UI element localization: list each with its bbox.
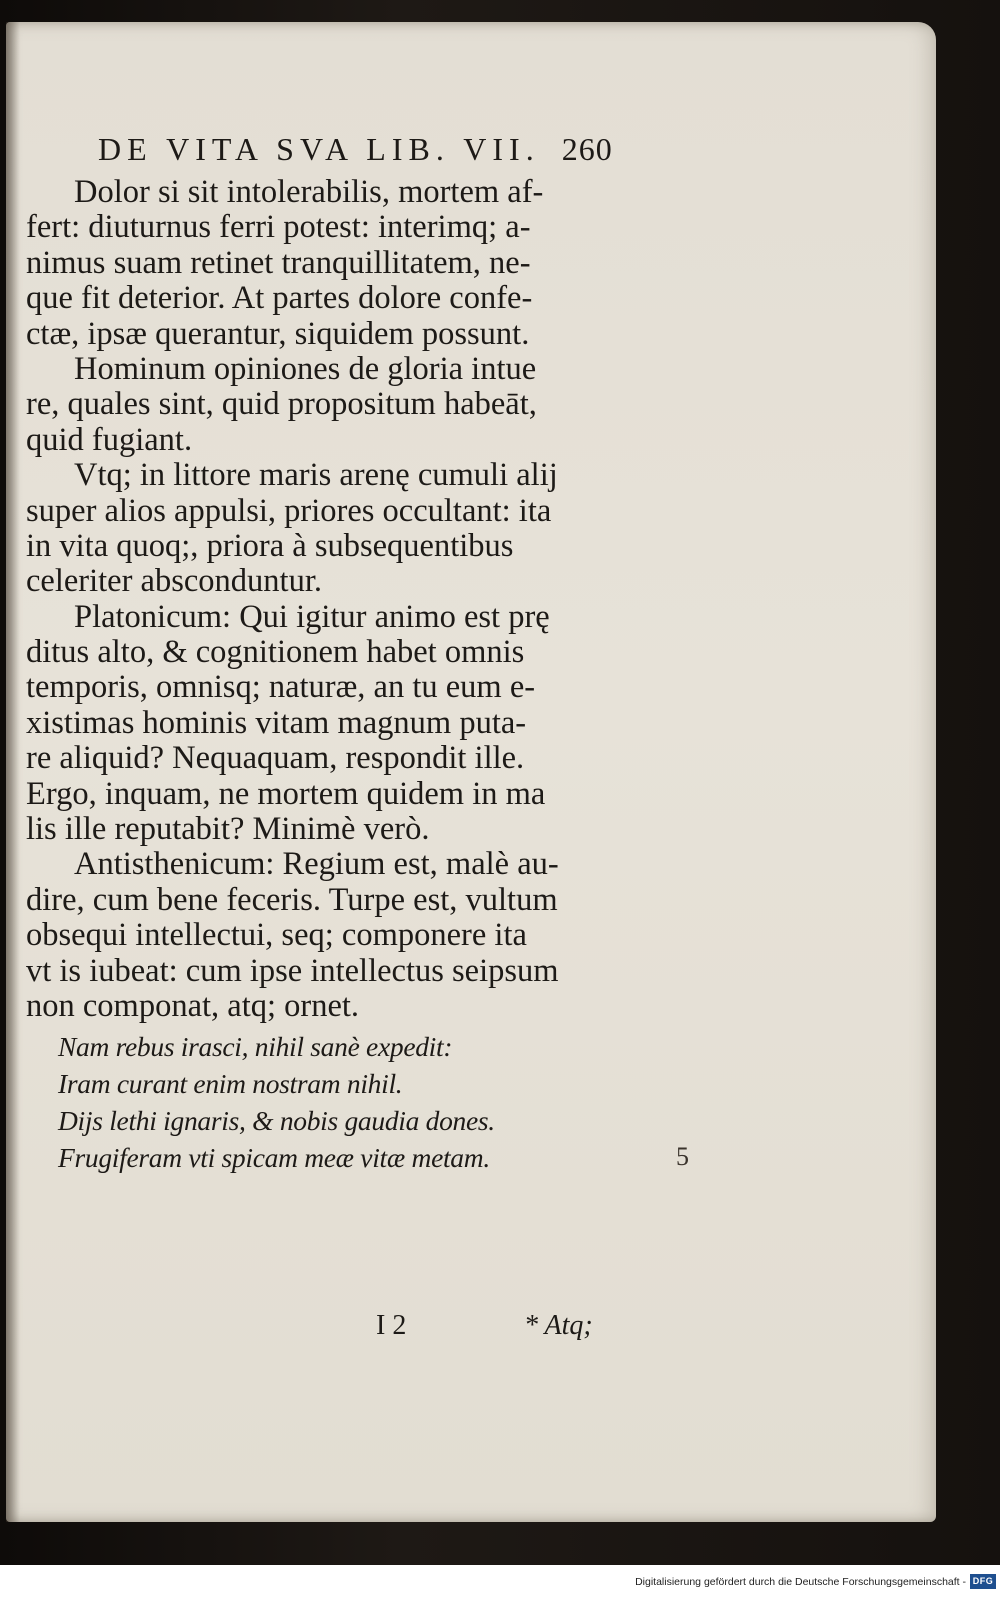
text-line: dire, cum bene feceris. Turpe est, vultum [26,881,558,918]
text-line: Vtq; in littore maris arenę cumuli alij [74,457,558,494]
margin-mark: 5 [676,1142,689,1171]
dfg-logo: DFG [970,1574,996,1589]
signature-mark: I 2 [376,1310,407,1341]
text-line: ditus alto, & cognitionem habet omnis [26,634,525,671]
catchword: * Atq; [524,1310,593,1341]
text-line: Antisthenicum: Regium est, malè au- [74,846,559,883]
text-line: lis ille reputabit? Minimè verò. [26,811,430,848]
text-line: re, quales sint, quid propositum habeāt, [26,386,537,423]
running-head-title: DE VITA SVA LIB. VII. [98,131,540,167]
text-line: celeriter absconduntur. [26,563,322,600]
credit-bar [0,1565,1000,1601]
paragraph-4 [26,600,666,848]
paragraph-3 [26,458,666,600]
text-line: fert: diuturnus ferri potest: interimq; a- [26,209,531,246]
page-number: 260 [561,131,613,167]
text-line: in vita quoq;, priora à subsequentibus [26,527,514,564]
text-line: non componat, atq; ornet. [26,987,360,1024]
text-line: obsequi intellectui, seq; componere ita [26,917,527,954]
verse-line: Dijs lethi ignaris, & nobis gaudia dones. [58,1105,495,1137]
text-line: Dolor si sit intolerabilis, mortem af- [74,174,544,210]
running-head [98,127,666,171]
text-line: vt is iubeat: cum ipse intellectus seipsum [26,952,559,989]
text-line: xistimas hominis vitam magnum puta- [26,704,527,741]
page-footer [376,1310,636,1350]
text-line: nimus suam retinet tranquillitatem, ne- [26,244,531,281]
paragraph-5 [26,847,666,1024]
verse-line: Iram curant enim nostram nihil. [58,1068,403,1100]
text-line: quid fugiant. [26,421,193,458]
text-line: Platonicum: Qui igitur animo est prę [74,598,550,635]
text-line: que fit deterior. At partes dolore confe- [26,280,533,317]
text-line: re aliquid? Nequaquam, respondit ille. [26,740,525,777]
text-line: Hominum opiniones de gloria intue [74,350,537,387]
book-page [6,22,936,1522]
text-line: super alios appulsi, priores occultant: ita [26,492,552,529]
paragraph-1 [26,175,666,352]
credit-text: Digitalisierung gefördert durch die Deutsche Forschungsgemeinschaft - [635,1576,966,1588]
paragraph-2 [26,352,666,458]
verse-block [26,1028,666,1176]
text-block [26,127,666,1176]
verse-line: Frugiferam vti spicam meæ vitæ metam. [58,1142,490,1174]
text-line: ctæ, ipsæ querantur, siquidem possunt. [26,315,530,352]
text-line: temporis, omnisq; naturæ, an tu eum e- [26,669,536,706]
verse-line: Nam rebus irasci, nihil sanè expedit: [58,1031,453,1063]
text-line: Ergo, inquam, ne mortem quidem in ma [26,775,546,812]
